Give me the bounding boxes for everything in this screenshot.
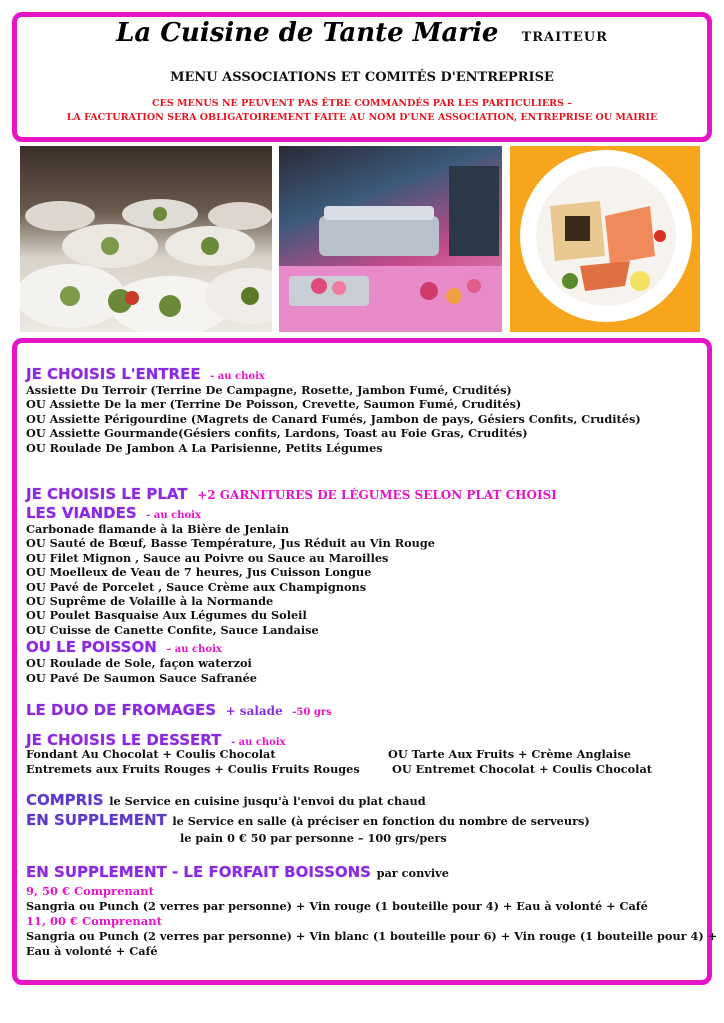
viande-item: OU Poulet Basquaise Aux Légumes du Soleil	[26, 608, 307, 623]
brand-name: La Cuisine de Tante Marie	[116, 18, 499, 48]
viande-item: OU Suprême de Volaille à la Normande	[26, 594, 274, 609]
boissons-tag: par convive	[376, 866, 449, 880]
compris-label: COMPRIS	[26, 791, 104, 809]
fromages-weight: -50 grs	[292, 707, 332, 718]
menu-subtitle: MENU ASSOCIATIONS ET COMITÉS D'ENTREPRISE	[170, 70, 554, 85]
plated-dish-photo	[510, 146, 700, 332]
dessert-item: OU Tarte Aux Fruits + Crème Anglaise	[388, 747, 631, 761]
entree-item: OU Assiette De la mer (Terrine De Poisson, Crevette, Saumon Fumé, Crudités)	[26, 397, 522, 412]
plat-title: JE CHOISIS LE PLAT	[26, 485, 188, 503]
plat-tag: +2 GARNITURES DE LÉGUMES SELON PLAT CHOISI	[197, 488, 557, 502]
warning-line-1: CES MENUS NE PEUVENT PAS ÊTRE COMMANDÉS PAR LES PARTICULIERS –	[152, 98, 572, 109]
traiteur-label: TRAITEUR	[521, 30, 608, 45]
plated-salads-photo	[20, 146, 272, 332]
boissons-section	[26, 862, 449, 881]
entree-item: Assiette Du Terroir (Terrine De Campagne, Rosette, Jambon Fumé, Crudités)	[26, 383, 512, 397]
viande-item: OU Filet Mignon , Sauce au Poivre ou Sauce au Maroilles	[26, 550, 389, 565]
viandes-title: LES VIANDES	[26, 504, 137, 522]
poisson-tag: – au choix	[166, 644, 222, 656]
viande-item: OU Moelleux de Veau de 7 heures, Jus Cuisson Longue	[26, 565, 372, 580]
option1-text: Sangria ou Punch (2 verres par personne) + Vin rouge (1 bouteille pour 4) + Eau à volonté + Café	[26, 899, 648, 913]
buffet-photo	[279, 146, 502, 332]
option2-text-2: Eau à volonté + Café	[26, 944, 158, 958]
supplement-row	[26, 810, 590, 829]
poisson-item: OU Roulade de Sole, façon waterzoi	[26, 656, 252, 671]
pain-text: le pain 0 € 50 par personne – 100 grs/pers	[180, 831, 447, 845]
entree-title: JE CHOISIS L'ENTREE	[26, 365, 201, 383]
boissons-title: EN SUPPLEMENT - LE FORFAIT BOISSONS	[26, 863, 371, 881]
viande-item: OU Pavé de Porcelet , Sauce Crème aux Champignons	[26, 579, 367, 594]
option2-text-1: Sangria ou Punch (2 verres par personne) + Vin blanc (1 bouteille pour 6) + Vin rouge (1 bouteille pour 4) +	[26, 929, 718, 943]
viande-item: OU Sauté de Bœuf, Basse Température, Jus Réduit au Vin Rouge	[26, 536, 435, 551]
poisson-title: OU LE POISSON	[26, 638, 157, 657]
dessert-item: Fondant Au Chocolat + Coulis Chocolat	[26, 747, 276, 761]
warning-line-2: LA FACTURATION SERA OBLIGATOIREMENT FAITE AU NOM D'UNE ASSOCIATION, ENTREPRISE OU MAIRIE	[66, 112, 658, 123]
dessert-title: JE CHOISIS LE DESSERT	[26, 731, 222, 749]
entree-section	[26, 364, 641, 455]
compris-row	[26, 790, 426, 809]
compris-text: le Service en cuisine jusqu'à l'envoi du plat chaud	[109, 794, 426, 808]
viande-item: OU Cuisse de Canette Confite, Sauce Landaise	[26, 622, 319, 637]
option2-price: 11, 00 € Comprenant	[26, 914, 162, 928]
fromages-tag: + salade	[225, 704, 283, 718]
fromages-title: LE DUO DE FROMAGES	[26, 701, 216, 719]
entree-tag: - au choix	[210, 371, 265, 382]
supplement-text: le Service en salle (à préciser en fonction du nombre de serveurs)	[172, 814, 590, 828]
dessert-tag: - au choix	[230, 737, 286, 748]
entree-item: OU Assiette Gourmande(Gésiers confits, Lardons, Toast au Foie Gras, Crudités)	[26, 426, 528, 441]
dessert-item: OU Entremet Chocolat + Coulis Chocolat	[392, 762, 653, 776]
viande-item: Carbonade flamande à la Bière de Jenlain	[26, 522, 290, 536]
viandes-tag: - au choix	[146, 510, 201, 521]
fromages-section	[26, 700, 332, 719]
header-title	[0, 18, 724, 48]
entree-item: OU Roulade De Jambon A La Parisienne, Petits Légumes	[26, 440, 383, 455]
dessert-item: Entremets aux Fruits Rouges + Coulis Fruits Rouges	[26, 762, 360, 776]
supplement-label: EN SUPPLEMENT	[26, 811, 167, 829]
plat-section	[26, 484, 557, 685]
poisson-item: OU Pavé De Saumon Sauce Safranée	[26, 670, 257, 685]
option1-price: 9, 50 € Comprenant	[26, 884, 154, 898]
entree-item: OU Assiette Périgourdine (Magrets de Canard Fumés, Jambon de pays, Gésiers Confits, Crudités)	[26, 411, 641, 426]
